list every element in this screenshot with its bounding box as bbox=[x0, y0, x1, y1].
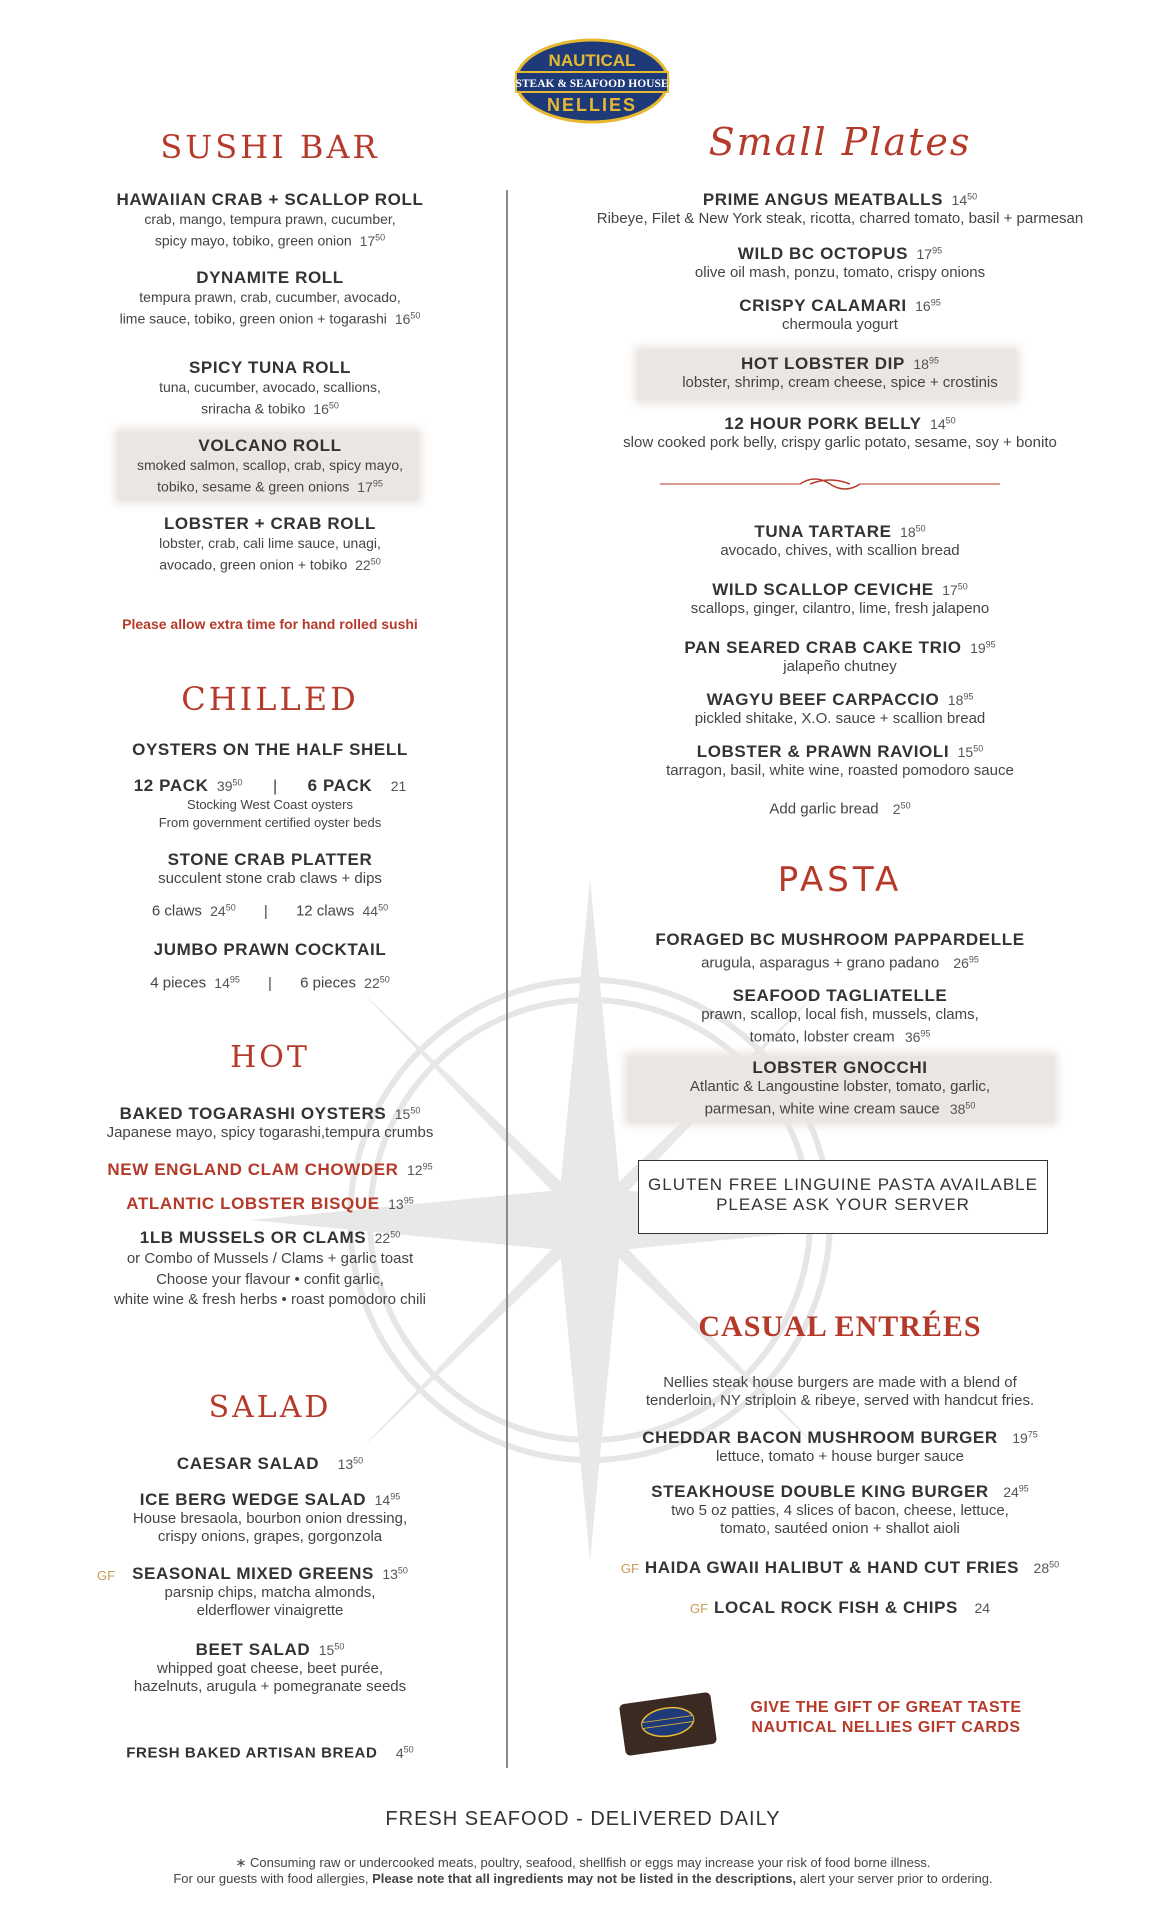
menu-item-halibut: GF HAIDA GWAII HALIBUT & HAND CUT FRIES $28^{50}$ bbox=[620, 1558, 1060, 1577]
chilled-title: CHILLED bbox=[181, 680, 359, 718]
item-name: HAWAIIAN CRAB + SCALLOP ROLL bbox=[116, 190, 424, 209]
item-name: CAESAR SALAD bbox=[176, 1454, 320, 1473]
item-desc: avocado, chives, with scallion bread bbox=[720, 542, 960, 559]
item-desc: scallops, ginger, cilantro, lime, fresh jalapeno bbox=[690, 600, 990, 617]
add-garlic-bread: Add garlic bread $2^{50}$ bbox=[769, 800, 911, 818]
menu-item-bread: FRESH BAKED ARTISAN BREAD $4^{50}$ bbox=[126, 1744, 414, 1762]
menu-item-gnocchi: LOBSTER GNOCCHI Atlantic & Langoustine lobster, tomato, garlic, parmesan, white wine cream sauce $38^{50}$ bbox=[540, 1058, 1140, 1119]
item-desc: or Combo of Mussels / Clams + garlic toast bbox=[126, 1250, 414, 1267]
item-name: SEAFOOD TAGLIATELLE bbox=[732, 986, 948, 1005]
item-name: NEW ENGLAND CLAM CHOWDER bbox=[107, 1160, 399, 1179]
item-desc: elderflower vinaigrette bbox=[196, 1602, 344, 1619]
item-price: $22^{50}$ bbox=[355, 556, 381, 573]
pasta-title: PASTA bbox=[777, 860, 903, 900]
item-name: CRISPY CALAMARI bbox=[739, 296, 907, 315]
item-desc: avocado, green onion + tobiko bbox=[159, 556, 348, 573]
menu-item-spicy-tuna bbox=[60, 358, 480, 418]
item-name: HOT LOBSTER DIP bbox=[741, 354, 905, 373]
menu-item-beet: BEET SALAD $15^{50}$ whipped goat cheese, beet purée, hazelnuts, arugula + pomegranate seeds bbox=[60, 1640, 480, 1696]
item-name: BAKED TOGARASHI OYSTERS bbox=[119, 1104, 387, 1123]
gf-badge: GF bbox=[689, 1601, 709, 1616]
menu-item-carpaccio: WAGYU BEEF CARPACCIO $18^{95}$ pickled shitake, X.O. sauce + scallion bread bbox=[540, 690, 1140, 728]
item-desc: tuna, cucumber, avocado, scallions, bbox=[159, 379, 381, 395]
item-name: SPICY TUNA ROLL bbox=[188, 358, 351, 377]
item-name: VOLCANO ROLL bbox=[198, 436, 342, 455]
menu-item-bisque: ATLANTIC LOBSTER BISQUE $13^{95}$ bbox=[126, 1194, 414, 1213]
item-name: WILD BC OCTOPUS bbox=[737, 244, 909, 263]
hot-title: HOT bbox=[230, 1040, 310, 1075]
item-price: $17^{50}$ bbox=[359, 232, 386, 249]
stone-crab-options: 6 claws $24^{50}$ | 12 claws $44^{50}$ bbox=[151, 902, 389, 920]
pack-12: 12 PACK bbox=[133, 776, 209, 795]
menu-item-volcano bbox=[60, 436, 480, 496]
oyster-packs bbox=[60, 776, 480, 796]
ornament-divider-icon bbox=[660, 474, 1000, 494]
menu-item-hawaiian bbox=[60, 190, 480, 250]
item-desc: parsnip chips, matcha almonds, bbox=[164, 1584, 376, 1601]
item-price: $16^{50}$ bbox=[394, 310, 421, 327]
menu-item-cheddar-burger: CHEDDAR BACON MUSHROOM BURGER $19^{75}$ lettuce, tomato + house burger sauce bbox=[540, 1428, 1140, 1466]
item-desc: Ribeye, Filet & New York steak, ricotta, charred tomato, basil + parmesan bbox=[596, 210, 1084, 227]
item-name: LOBSTER GNOCCHI bbox=[752, 1058, 928, 1077]
prawn-cocktail-heading: JUMBO PRAWN COCKTAIL bbox=[153, 940, 387, 959]
menu-item-ceviche: WILD SCALLOP CEVICHE $17^{50}$ scallops, ginger, cilantro, lime, fresh jalapeno bbox=[540, 580, 1140, 618]
item-name: PAN SEARED CRAB CAKE TRIO bbox=[684, 638, 962, 657]
item-name: ATLANTIC LOBSTER BISQUE bbox=[126, 1194, 380, 1213]
item-name: FRESH BAKED ARTISAN BREAD bbox=[126, 1744, 378, 1762]
item-desc: whipped goat cheese, beet purée, bbox=[156, 1660, 383, 1677]
gluten-free-notice: GLUTEN FREE LINGUINE PASTA AVAILABLE PLEASE ASK YOUR SERVER bbox=[638, 1160, 1048, 1234]
item-desc: white wine & fresh herbs • roast pomodoro chili bbox=[113, 1291, 427, 1308]
menu-item-lobster-crab bbox=[60, 514, 480, 574]
menu-item-chowder: NEW ENGLAND CLAM CHOWDER $12^{95}$ bbox=[107, 1160, 433, 1179]
menu-item-tagliatelle: SEAFOOD TAGLIATELLE prawn, scallop, local fish, mussels, clams, tomato, lobster cream $36^{95}$ bbox=[540, 986, 1140, 1047]
burger-intro-1: Nellies steak house burgers are made with a blend of bbox=[663, 1374, 1017, 1391]
menu-item-togarashi: BAKED TOGARASHI OYSTERS $15^{50}$ Japanese mayo, spicy togarashi,tempura crumbs bbox=[60, 1104, 480, 1142]
item-desc: pickled shitake, X.O. sauce + scallion bread bbox=[694, 710, 986, 727]
menu-item-lobster-dip: HOT LOBSTER DIP $18^{95}$ lobster, shrimp, cream cheese, spice + crostinis bbox=[540, 354, 1140, 392]
item-name: LOBSTER & PRAWN RAVIOLI bbox=[696, 742, 950, 761]
item-desc: hazelnuts, arugula + pomegranate seeds bbox=[133, 1678, 407, 1695]
item-desc: sriracha & tobiko bbox=[201, 400, 306, 417]
menu-item-octopus: WILD BC OCTOPUS $17^{95}$ olive oil mash, ponzu, tomato, crispy onions bbox=[540, 244, 1140, 282]
item-name: LOBSTER + CRAB ROLL bbox=[163, 514, 377, 533]
item-desc: tarragon, basil, white wine, roasted pomodoro sauce bbox=[666, 762, 1014, 779]
menu-item-meatballs: PRIME ANGUS MEATBALLS $14^{50}$ Ribeye, Filet & New York steak, ricotta, charred tomato, basil + parmesan bbox=[540, 190, 1140, 228]
footer-disclaimer-2: For our guests with food allergies, Please note that all ingredients may not be listed in the descriptions, alert your server prior to ordering. bbox=[173, 1871, 993, 1886]
menu-item-tuna-tartare: TUNA TARTARE $18^{50}$ avocado, chives, with scallion bread bbox=[540, 522, 1140, 560]
item-desc: chermoula yogurt bbox=[782, 316, 898, 333]
fresh-seafood-banner: FRESH SEAFOOD - DELIVERED DAILY bbox=[385, 1808, 781, 1830]
salad-title: SALAD bbox=[208, 1390, 332, 1425]
item-name: PRIME ANGUS MEATBALLS bbox=[702, 190, 944, 209]
item-name: TUNA TARTARE bbox=[754, 522, 892, 541]
menu-item-dynamite bbox=[60, 268, 480, 328]
menu-item-pappardelle: FORAGED BC MUSHROOM PAPPARDELLE arugula, asparagus + grano padano $26^{95}$ bbox=[540, 930, 1140, 973]
item-desc: Japanese mayo, spicy togarashi,tempura crumbs bbox=[106, 1124, 434, 1141]
item-desc: Choose your flavour • confit garlic, bbox=[156, 1271, 384, 1288]
menu-item-calamari: CRISPY CALAMARI $16^{95}$ chermoula yogurt bbox=[540, 296, 1140, 334]
oysters-heading: OYSTERS ON THE HALF SHELL bbox=[132, 740, 408, 759]
item-name: FORAGED BC MUSHROOM PAPPARDELLE bbox=[655, 930, 1025, 949]
item-name: CHEDDAR BACON MUSHROOM BURGER bbox=[642, 1428, 998, 1447]
item-desc: lobster, shrimp, cream cheese, spice + crostinis bbox=[682, 374, 998, 391]
pack-6: 6 PACK bbox=[307, 776, 373, 795]
logo-nellies: NELLIES bbox=[546, 95, 638, 115]
nautical-nellies-logo bbox=[514, 38, 670, 124]
item-name: STONE CRAB PLATTER bbox=[167, 850, 373, 869]
item-name: BEET SALAD bbox=[195, 1640, 311, 1659]
item-desc: House bresaola, bourbon onion dressing, bbox=[132, 1510, 408, 1527]
menu-item-stone-crab bbox=[60, 850, 480, 888]
prawn-options: 4 pieces $14^{95}$ | 6 pieces $22^{50}$ bbox=[150, 974, 390, 992]
menu-item-greens: SEASONAL MIXED GREENS $13^{50}$ parsnip chips, matcha almonds, elderflower vinaigrette bbox=[60, 1564, 480, 1620]
gf-badge: GF bbox=[620, 1561, 639, 1576]
footer-disclaimer-1: ∗ Consuming raw or undercooked meats, poultry, seafood, shellfish or eggs may increase your risk of food borne illness. bbox=[235, 1855, 931, 1870]
logo-steak: STEAK & SEAFOOD HOUSE bbox=[515, 78, 669, 90]
item-desc: slow cooked pork belly, crispy garlic potato, sesame, soy + bonito bbox=[623, 434, 1057, 451]
menu-item-caesar: CAESAR SALAD $13^{50}$ bbox=[176, 1454, 364, 1473]
sushi-bar-title: SUSHI BAR bbox=[160, 128, 380, 166]
item-name: WILD SCALLOP CEVICHE bbox=[712, 580, 934, 599]
menu-item-iceberg: ICE BERG WEDGE SALAD $14^{95}$ House bresaola, bourbon onion dressing, crispy onions, grapes, gorgonzola bbox=[60, 1490, 480, 1546]
item-desc: smoked salmon, scallop, crab, spicy mayo, bbox=[136, 457, 404, 473]
menu-item-rock-fish: GF LOCAL ROCK FISH & CHIPS 24 bbox=[689, 1598, 991, 1617]
pack-12-price: $39^{50}$ bbox=[216, 777, 243, 794]
pack-6-price: 21 bbox=[390, 778, 407, 794]
column-divider bbox=[506, 190, 508, 1768]
oyster-note-2: From government certified oyster beds bbox=[158, 815, 382, 830]
item-name: ICE BERG WEDGE SALAD bbox=[139, 1490, 367, 1509]
item-desc: lobster, crab, cali lime sauce, unagi, bbox=[159, 535, 381, 551]
menu-item-king-burger: STEAKHOUSE DOUBLE KING BURGER $24^{95}$ two 5 oz patties, 4 slices of bacon, cheese, lettuce, tomato, sautéed onion + shallot aioli bbox=[651, 1482, 1029, 1537]
small-plates-title: Small Plates bbox=[708, 120, 972, 164]
menu-item-mussels: 1LB MUSSELS OR CLAMS $22^{50}$ or Combo of Mussels / Clams + garlic toast Choose your flavour • confit garlic, white wine & fresh herbs • roast pomodoro chili bbox=[60, 1228, 480, 1310]
item-desc: tempura prawn, crab, cucumber, avocado, bbox=[139, 289, 401, 305]
item-desc: olive oil mash, ponzu, tomato, crispy onions bbox=[694, 264, 986, 281]
item-desc: lime sauce, tobiko, green onion + togarashi bbox=[119, 310, 387, 327]
item-name: 12 HOUR PORK BELLY bbox=[724, 414, 922, 433]
item-name: DYNAMITE ROLL bbox=[196, 268, 344, 287]
item-desc: lettuce, tomato + house burger sauce bbox=[715, 1448, 965, 1465]
oyster-note-1: Stocking West Coast oysters bbox=[187, 797, 353, 812]
item-name: STEAKHOUSE DOUBLE KING BURGER bbox=[651, 1482, 989, 1501]
casual-entrees-title: CASUAL ENTRÉES bbox=[698, 1310, 982, 1343]
menu-item-crab-cake: PAN SEARED CRAB CAKE TRIO $19^{95}$ jalapeño chutney bbox=[540, 638, 1140, 676]
menu-item-pork-belly: 12 HOUR PORK BELLY $14^{50}$ slow cooked pork belly, crispy garlic potato, sesame, soy + bonito bbox=[540, 414, 1140, 452]
menu-item-ravioli: LOBSTER & PRAWN RAVIOLI $15^{50}$ tarragon, basil, white wine, roasted pomodoro sauce bbox=[540, 742, 1140, 780]
item-price: $17^{95}$ bbox=[357, 478, 383, 495]
sushi-note: Please allow extra time for hand rolled sushi bbox=[122, 616, 418, 632]
gf-badge: GF bbox=[97, 1568, 116, 1583]
gift-card-icon bbox=[616, 1690, 720, 1758]
gift-card-promo: GIVE THE GIFT OF GREAT TASTE NAUTICAL NELLIES GIFT CARDS bbox=[750, 1699, 1022, 1736]
item-name: HAIDA GWAII HALIBUT & HAND CUT FRIES bbox=[644, 1558, 1020, 1577]
item-desc: crab, mango, tempura prawn, cucumber, bbox=[144, 211, 396, 227]
item-desc: jalapeño chutney bbox=[783, 658, 897, 675]
item-name: 1LB MUSSELS OR CLAMS bbox=[139, 1228, 367, 1247]
item-desc: succulent stone crab claws + dips bbox=[158, 870, 382, 887]
item-name: WAGYU BEEF CARPACCIO bbox=[706, 690, 940, 709]
item-desc: spicy mayo, tobiko, green onion bbox=[154, 232, 352, 249]
item-name: SEASONAL MIXED GREENS bbox=[132, 1564, 374, 1583]
item-price: $16^{50}$ bbox=[313, 400, 339, 417]
item-desc: tobiko, sesame & green onions bbox=[157, 478, 350, 495]
item-desc: crispy onions, grapes, gorgonzola bbox=[157, 1528, 383, 1545]
separator: | bbox=[272, 778, 278, 795]
logo-nautical: NAUTICAL bbox=[548, 51, 636, 70]
item-name: LOCAL ROCK FISH & CHIPS bbox=[714, 1598, 958, 1617]
burger-intro-2: tenderloin, NY striploin & ribeye, served with handcut fries. bbox=[645, 1392, 1035, 1409]
